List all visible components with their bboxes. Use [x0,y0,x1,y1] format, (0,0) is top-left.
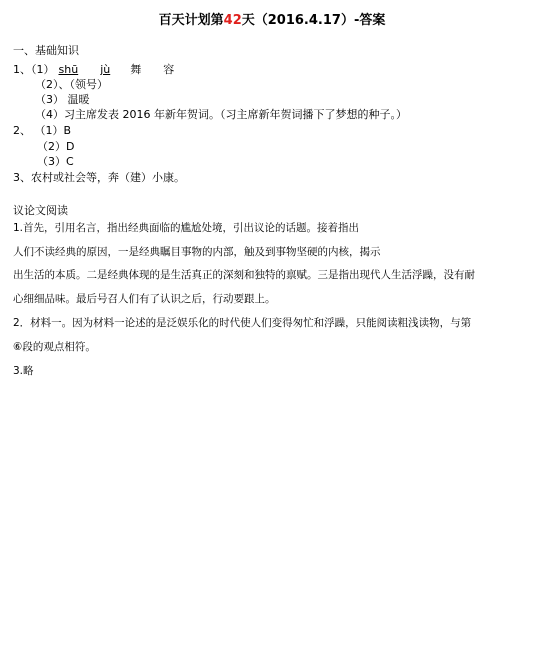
page-title [0,9,544,28]
q1-word-2: 容 [163,63,175,76]
q3-line: 3、农村或社会等，奔（建）小康。 [13,171,185,184]
essay-line-1: 1.首先，引用名言，指出经典面临的尴尬处境，引出议论的话题。接着指出 [13,222,360,234]
title-prefix: 百天计划第 [158,13,224,28]
q1-sub-2: （2）、（领号） [35,78,108,91]
essay-line-3: 出生活的本质。二是经典体现的是生活真正的深刻和独特的禀赋。三是指出现代人生活浮躁，没有耐 [13,269,475,281]
q1-pinyin-1: shū [58,63,79,76]
essay-line-4: 心细细品味。最后号召人们有了认识之后，行动要跟上。 [13,293,276,305]
q1-sub-4: （4）习主席发表 2016 年新年贺词。（习主席新年贺词播下了梦想的种子。） [35,108,407,121]
q2-line-c: （3）C [37,155,74,168]
section-essay-heading: 议论文阅读 [13,204,68,217]
title-suffix: 天（2016.4.17）-答案 [241,13,386,28]
essay-line-5: 2．材料一。因为材料一论述的是泛娱乐化的时代使人们变得匆忙和浮躁，只能阅读粗浅读物，与第 [13,317,472,329]
essay-line-7: 3.略 [13,365,34,377]
q2-line-b: （2）D [37,140,75,153]
section-basic-heading: 一、基础知识 [13,44,79,57]
q1-word-1: 舞 [130,63,142,76]
q1-label: 1、（1） [13,63,55,76]
q1-pinyin-2: jù [100,63,111,76]
title-day-number: 42 [223,13,242,28]
q1-line [13,63,174,77]
essay-line-6: ⑥段的观点相符。 [13,341,96,353]
essay-line-2: 人们不读经典的原因，一是经典瞩目事物的内部，触及到事物坚硬的内核，揭示 [13,246,381,258]
q1-sub-3: （3） 温暖 [35,93,90,106]
q2-line-a: 2、 （1）B [13,124,72,137]
